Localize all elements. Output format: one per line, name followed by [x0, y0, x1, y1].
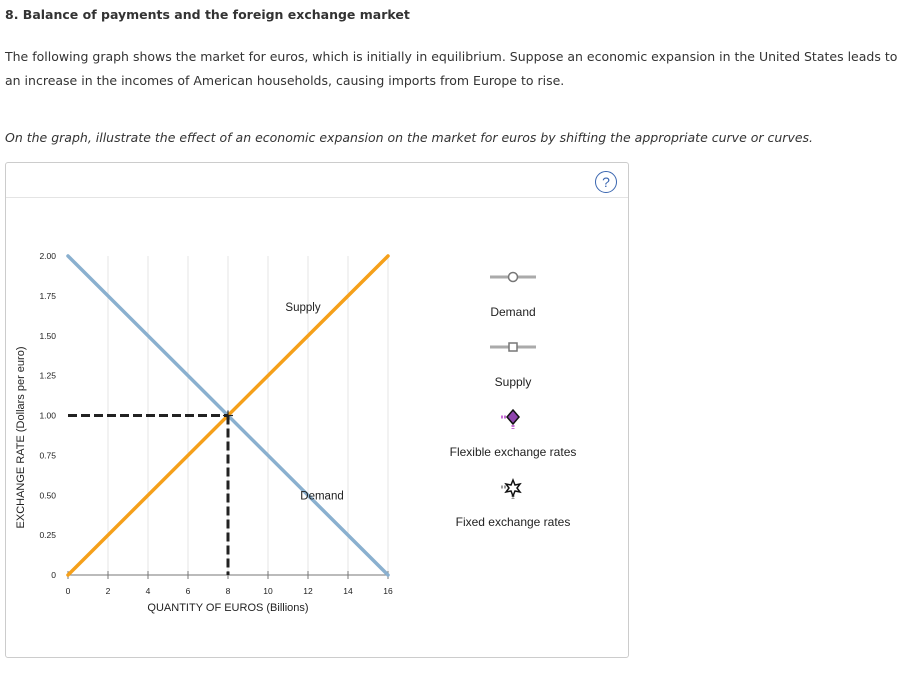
legend-fixed-label: Fixed exchange rates — [455, 515, 571, 529]
x-tick-label: 16 — [383, 586, 393, 596]
help-icon[interactable]: ? — [595, 171, 617, 193]
y-tick-label: 2.00 — [39, 251, 56, 261]
y-tick-label: 0.25 — [39, 530, 56, 541]
y-tick-label: 0 — [51, 570, 56, 580]
legend-flexible-label: Flexible exchange rates — [449, 445, 577, 459]
y-tick-label: 1.50 — [39, 330, 56, 341]
demand-tool-icon — [488, 267, 538, 287]
page-title: 8. Balance of payments and the foreign exchange market — [5, 7, 410, 22]
legend-supply-label: Supply — [494, 375, 532, 389]
instruction-text: On the graph, illustrate the effect of an economic expansion on the market for euros by shifting the appropriate curve or curves. — [5, 130, 814, 145]
x-tick-label: 6 — [185, 586, 191, 596]
x-tick-label: 0 — [65, 586, 71, 596]
y-tick-label: 1.25 — [39, 370, 56, 381]
supply-curve-label: Supply — [285, 302, 321, 315]
x-axis-title: QUANTITY OF EUROS (Billions) — [147, 602, 309, 614]
y-tick-label: 0.75 — [39, 450, 56, 461]
x-tick-label: 8 — [225, 586, 231, 596]
market-for-euros-chart — [6, 163, 628, 657]
supply-tool-icon — [488, 337, 538, 357]
y-tick-label: 1.00 — [39, 410, 56, 421]
demand-tool[interactable] — [488, 267, 538, 287]
x-tick-label: 12 — [303, 586, 313, 596]
supply-tool[interactable] — [488, 337, 538, 357]
x-tick-label: 14 — [343, 586, 353, 596]
y-tick-label: 0.50 — [39, 490, 56, 501]
question-paragraph: The following graph shows the market for euros, which is initially in equilibrium. Suppose an economic expansion in the United States leads to an increase in the incomes of American households, causing imports from Europe to rise. — [5, 49, 898, 88]
x-tick-label: 2 — [105, 586, 111, 596]
legend-demand-label: Demand — [490, 305, 536, 319]
star-icon — [498, 477, 528, 501]
x-tick-label: 10 — [263, 586, 273, 596]
y-axis-title: EXCHANGE RATE (Dollars per euro) — [15, 346, 27, 529]
diamond-icon — [498, 407, 528, 431]
flexible-rates-tool[interactable] — [498, 407, 528, 431]
fixed-rates-tool[interactable] — [498, 477, 528, 501]
y-tick-label: 1.75 — [39, 290, 56, 301]
graph-panel — [5, 162, 629, 658]
demand-curve-label: Demand — [300, 490, 344, 503]
x-tick-label: 4 — [145, 586, 151, 596]
